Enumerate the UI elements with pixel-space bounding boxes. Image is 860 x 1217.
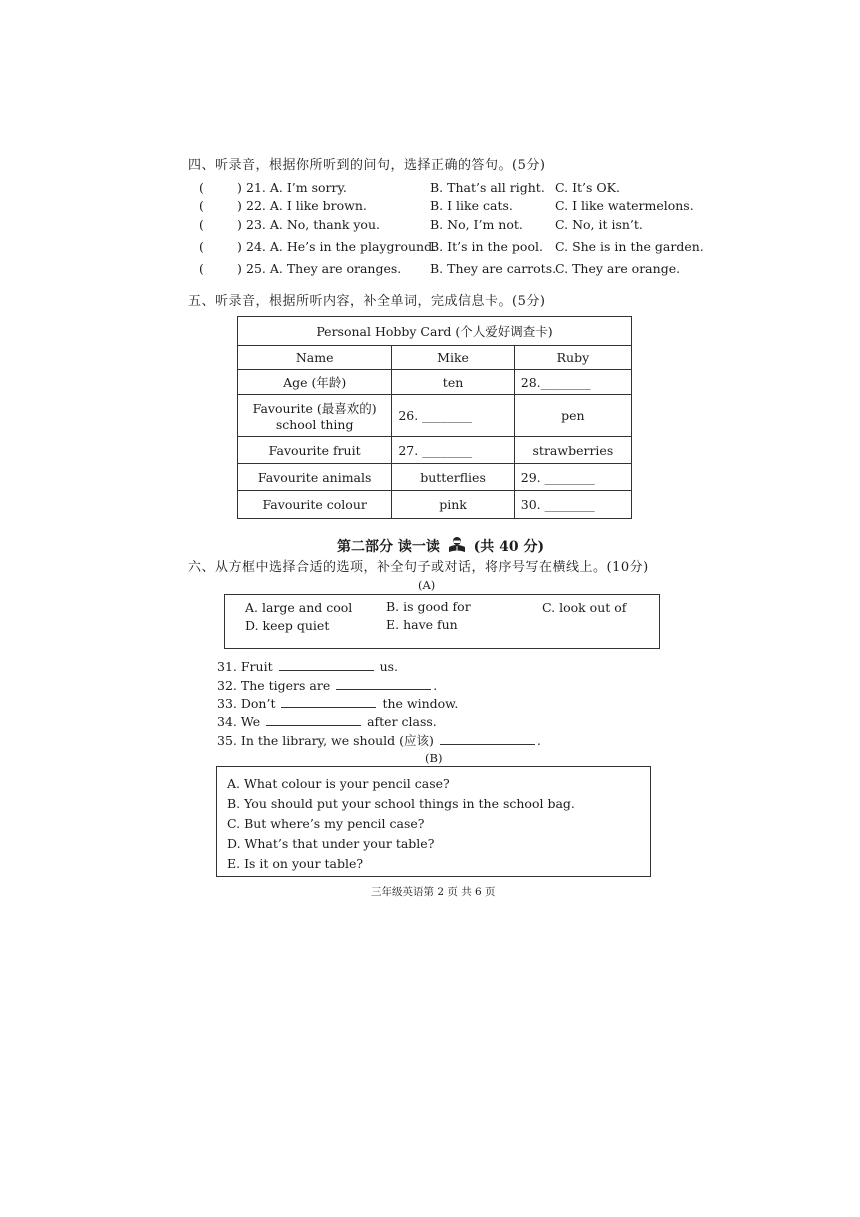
option-item: B. is good for [386, 599, 471, 614]
sentence-before: Don’t [240, 696, 276, 711]
answer-paren-close: ) [237, 198, 242, 213]
ruby-blank-30[interactable]: 30. ________ [514, 491, 631, 519]
dialogue-option: A. What colour is your pencil case? [227, 776, 450, 791]
question-row-21 [199, 180, 719, 200]
sentence-32 [217, 677, 437, 693]
sentence-num: 33. [217, 696, 237, 711]
ruby-blank-28[interactable]: 28.________ [514, 370, 631, 395]
mike-value: ten [392, 370, 514, 395]
option-c: C. They are orange. [555, 261, 681, 276]
mike-blank-26[interactable]: 26. ________ [392, 395, 514, 437]
row-label [238, 395, 392, 437]
sentence-after: us. [379, 659, 399, 674]
question-row-22 [199, 198, 719, 218]
box-a-label: (A) [418, 578, 436, 592]
option-item: D. keep quiet [245, 618, 330, 633]
table-row [238, 491, 632, 519]
part2-title-left: 第二部分 读一读 [337, 539, 440, 555]
option-c: C. She is in the garden. [555, 239, 704, 254]
header-ruby: Ruby [514, 346, 631, 370]
sentence-34 [217, 713, 437, 729]
option-item: C. look out of [542, 600, 627, 615]
sentence-31 [217, 658, 398, 674]
answer-paren-close: ) [237, 261, 242, 276]
header-mike: Mike [392, 346, 514, 370]
option-b: B. It’s in the pool. [430, 239, 543, 254]
row-label: Favourite fruit [238, 437, 392, 464]
table-row [238, 395, 632, 437]
options-box-a [224, 594, 660, 649]
part2-title [337, 536, 544, 556]
option-a: 25. A. They are oranges. [246, 261, 402, 276]
option-c: C. I like watermelons. [555, 198, 694, 213]
option-b: B. That’s all right. [430, 180, 545, 195]
option-item: A. large and cool [245, 600, 353, 615]
option-b: B. They are carrots. [430, 261, 557, 276]
dialogue-option: E. Is it on your table? [227, 856, 364, 871]
answer-paren-open[interactable]: ( [199, 217, 204, 232]
option-a: 23. A. No, thank you. [246, 217, 380, 232]
dialogue-option: B. You should put your school things in the school bag. [227, 796, 575, 811]
sentence-before: The tigers are [240, 678, 331, 693]
question-row-24 [199, 239, 719, 259]
box-b-label: (B) [425, 751, 443, 765]
option-a: 24. A. He’s in the playground. [246, 239, 437, 254]
table-caption: Personal Hobby Card (个人爱好调查卡) [238, 317, 632, 346]
mike-blank-27[interactable]: 27. ________ [392, 437, 514, 464]
answer-paren-close: ) [237, 217, 242, 232]
part2-title-right: (共 40 分) [473, 539, 545, 555]
row-label: Age (年龄) [238, 370, 392, 395]
answer-blank[interactable] [336, 677, 431, 690]
dialogue-option: D. What’s that under your table? [227, 836, 435, 851]
ruby-value: strawberries [514, 437, 631, 464]
sentence-num: 32. [217, 678, 237, 693]
sentence-after: after class. [367, 714, 437, 729]
option-c: C. No, it isn’t. [555, 217, 643, 232]
option-b: B. No, I’m not. [430, 217, 523, 232]
ruby-blank-29[interactable]: 29. ________ [514, 464, 631, 491]
dialogue-option: C. But where’s my pencil case? [227, 816, 425, 831]
table-row [238, 464, 632, 491]
sentence-after: the window. [382, 696, 459, 711]
option-item: E. have fun [386, 617, 458, 632]
question-row-23 [199, 217, 719, 237]
answer-blank[interactable] [279, 658, 374, 671]
sentence-35 [217, 731, 541, 749]
option-b: B. I like cats. [430, 198, 513, 213]
answer-paren-open[interactable]: ( [199, 198, 204, 213]
sentence-num: 35. [217, 733, 237, 748]
header-name: Name [238, 346, 392, 370]
answer-paren-close: ) [237, 239, 242, 254]
row-label-line2: school thing [275, 417, 354, 432]
option-c: C. It’s OK. [555, 180, 620, 195]
answer-blank[interactable] [266, 713, 361, 726]
section6-title: 六、从方框中选择合适的选项，补全句子或对话，将序号写在横线上。(10分) [188, 560, 649, 575]
sentence-after: . [433, 678, 438, 693]
sentence-before: We [240, 714, 261, 729]
mike-value: butterflies [392, 464, 514, 491]
sentence-before: In the library, we should (应该) [240, 733, 434, 748]
answer-blank[interactable] [281, 695, 376, 708]
section4-title: 四、听录音，根据你所听到的问句，选择正确的答句。(5分) [188, 158, 546, 173]
answer-blank[interactable] [440, 732, 535, 745]
ruby-value: pen [514, 395, 631, 437]
sentence-num: 34. [217, 714, 237, 729]
option-a: 22. A. I like brown. [246, 198, 367, 213]
sentence-after: . [536, 733, 541, 748]
options-box-b [216, 766, 651, 877]
reading-icon [447, 536, 467, 554]
answer-paren-open[interactable]: ( [199, 239, 204, 254]
sentence-num: 31. [217, 659, 237, 674]
row-label: Favourite animals [238, 464, 392, 491]
page-footer: 三年级英语第 2 页 共 6 页 [371, 886, 496, 898]
sentence-before: Fruit [240, 659, 273, 674]
mike-value: pink [392, 491, 514, 519]
sentence-33 [217, 695, 458, 711]
section5-title: 五、听录音，根据所听内容，补全单词，完成信息卡。(5分) [188, 294, 546, 309]
answer-paren-open[interactable]: ( [199, 180, 204, 195]
hobby-card-table [237, 316, 632, 519]
answer-paren-open[interactable]: ( [199, 261, 204, 276]
option-a: 21. A. I’m sorry. [246, 180, 347, 195]
table-row [238, 437, 632, 464]
answer-paren-close: ) [237, 180, 242, 195]
question-row-25 [199, 261, 719, 281]
row-label-line1: Favourite (最喜欢的) [252, 401, 377, 416]
row-label: Favourite colour [238, 491, 392, 519]
table-row [238, 370, 632, 395]
